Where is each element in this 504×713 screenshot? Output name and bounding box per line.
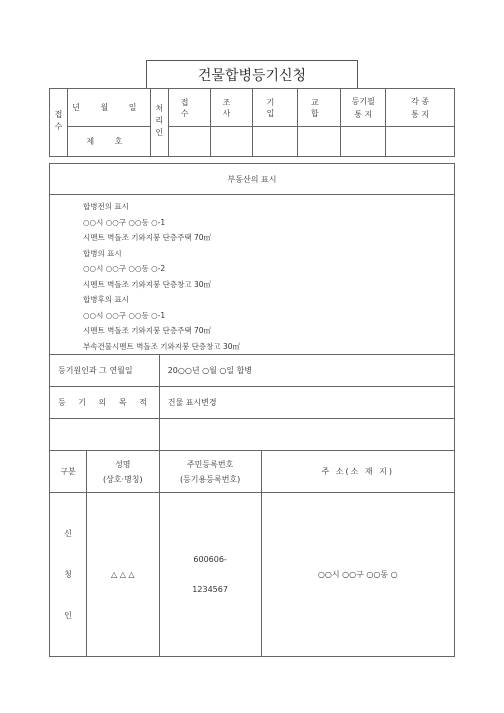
registration-notice-cell: [341, 127, 386, 157]
cause-value: 20○○년 ○월 ○일 합병: [159, 355, 454, 387]
applicant-name: △ △ △: [86, 493, 159, 657]
address-header: 주 소(소 재 지): [261, 451, 454, 493]
purpose-label: 등 기 의 목 적: [50, 387, 160, 419]
name-header-line-1: 성명: [115, 459, 131, 469]
id-header: [159, 451, 261, 493]
property-line: 시멘트 벽돌조 기와지붕 단층창고 30㎡: [83, 279, 212, 289]
entry-stamp-cell: [252, 127, 298, 157]
property-line: ○○시 ○○구 ○○동 ○-1: [83, 217, 166, 227]
applicant-id: [159, 493, 261, 657]
number-label: 제 호: [67, 127, 150, 157]
property-line: 시멘트 벽돌조 기와지붕 단층주택 70㎡: [83, 233, 212, 242]
purpose-value: 건물 표시변경: [159, 387, 454, 419]
applicant-role-char: 청: [64, 570, 72, 579]
application-table: [49, 163, 455, 657]
receipt-stamp-cell: [168, 127, 210, 157]
receipt-header-table: [49, 88, 455, 157]
property-description: [50, 195, 455, 355]
receipt-column-header: 접 수: [168, 89, 210, 127]
property-line: 부속건물시멘트 벽돌조 기와지붕 단층창고 30㎡: [83, 341, 240, 351]
applicant-role: [50, 493, 87, 657]
property-line: 시멘트 벽돌조 기와지붕 단층주택 70㎡: [83, 326, 212, 335]
type-label: 구분: [50, 451, 87, 493]
registration-notice-line-2: 통 지: [354, 109, 373, 119]
handler-label: 처리인: [150, 89, 168, 157]
id-header-line-1: 주민등록번호: [186, 459, 234, 469]
various-notice-line-1: 각 종: [411, 96, 430, 106]
inspect-stamp-cell: [210, 127, 252, 157]
property-line: ○○시 ○○구 ○○동 ○-1: [83, 310, 166, 320]
registration-notice-header: [341, 89, 386, 127]
cause-label: 등기원인과 그 연월일: [50, 355, 160, 387]
name-header: [86, 451, 159, 493]
property-line: 합병후의 표시: [83, 295, 129, 304]
property-line: 합병의 표시: [83, 248, 122, 258]
entry-column-header: 기 입: [252, 89, 298, 127]
inspect-column-header: 조 사: [210, 89, 252, 127]
various-notice-line-2: 통 지: [411, 109, 430, 119]
applicant-id-line-2: 1234567: [192, 584, 228, 594]
property-line: ○○시 ○○구 ○○동 ○-2: [83, 264, 166, 273]
form-title: 건물합병등기신청: [146, 60, 358, 88]
receipt-label: 접수: [50, 89, 68, 157]
check-stamp-cell: [298, 127, 341, 157]
check-column-header: 교 합: [298, 89, 341, 127]
property-line: 합병전의 표시: [83, 202, 129, 211]
property-heading: 부동산의 표시: [50, 164, 455, 195]
blank-label-cell: [50, 419, 160, 451]
applicant-address: ○○시 ○○구 ○○동 ○: [261, 493, 454, 657]
date-label: 년 월 일: [67, 89, 150, 127]
applicant-role-char: 인: [64, 611, 72, 620]
registration-notice-line-1: 등기필: [351, 96, 375, 106]
name-header-line-2: (상호·명칭): [102, 474, 143, 484]
id-header-line-2: (등기용등록번호): [179, 474, 241, 484]
applicant-role-char: 신: [64, 529, 72, 538]
applicant-id-line-1: 600606-: [193, 554, 227, 564]
blank-value-cell: [159, 419, 454, 451]
various-notice-header: [386, 89, 455, 127]
various-notice-cell: [386, 127, 455, 157]
